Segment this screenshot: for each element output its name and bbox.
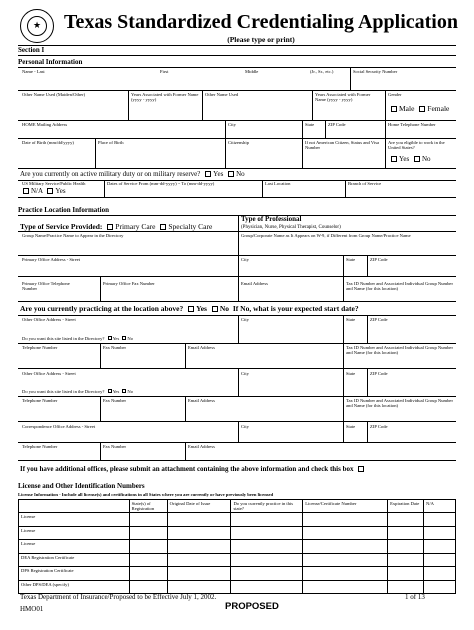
other-tax-id-label-2: Tax ID Number and Associated Individual Group Number and Name (for this location) [346, 398, 453, 409]
eligible-yes-checkbox[interactable] [391, 156, 397, 162]
correspondence-state-label: State [346, 424, 356, 429]
license-cell[interactable] [129, 513, 167, 527]
license-cell[interactable] [167, 526, 231, 540]
page-number: 1 of 13 [405, 593, 425, 601]
listed-yes-checkbox-2[interactable] [108, 389, 112, 393]
correspondence-fax-label: Fax Number [103, 444, 127, 449]
correspondence-address-label: Correspondence Office Address - Street [22, 424, 96, 429]
license-cell[interactable] [231, 553, 303, 567]
branch-label: Branch of Service [348, 181, 382, 186]
license-cell[interactable] [424, 513, 456, 527]
correspondence-phone-label: Telephone Number [22, 444, 58, 449]
primary-phone-label: Primary Office Telephone Number [22, 281, 70, 292]
practicing-yes-checkbox[interactable] [188, 306, 194, 312]
primary-zip-label: ZIP Code [370, 257, 388, 262]
license-cell[interactable] [424, 567, 456, 581]
military-service-label: US Military Service/Public Health [22, 181, 86, 186]
license-cell[interactable] [424, 553, 456, 567]
license-cell[interactable] [129, 526, 167, 540]
female-checkbox[interactable] [419, 106, 425, 112]
group-corporate-label: Group/Corporate Name as It Appears on W-9, if Different from Group Name/Practice Name [241, 233, 411, 238]
license-cell[interactable] [424, 526, 456, 540]
listed-question-1: Do you want this site listed in the Directory? Yes No [22, 336, 134, 341]
years-associated-label-2: Years Associated with Former Name (yyyy - yyyy) [315, 92, 371, 103]
footer-agency-text: Texas Department of Insurance/Proposed to be Effective July 1, 2002. [20, 593, 217, 601]
gender-options: Male Female [388, 104, 449, 113]
military-na-checkbox[interactable] [23, 188, 29, 194]
primary-tax-id-label: Tax ID Number and Associated Individual Group Number and Name (for this location) [346, 281, 453, 292]
correspondence-email-label: Email Address [188, 444, 215, 449]
primary-care-checkbox[interactable] [107, 224, 113, 230]
home-phone-label: Home Telephone Number [388, 122, 436, 127]
license-cell[interactable] [167, 567, 231, 581]
first-name-label: First [160, 69, 169, 74]
primary-fax-label: Primary Office Fax Number [103, 281, 155, 286]
correspondence-city-label: City [241, 424, 249, 429]
license-cell[interactable] [129, 580, 167, 594]
license-col-header: Original Date of Issue [167, 500, 231, 513]
other-phone-label-2: Telephone Number [22, 398, 58, 403]
license-cell[interactable] [303, 526, 388, 540]
texas-seal-logo: ★ [20, 9, 54, 43]
table-row [19, 553, 456, 567]
listed-question-2: Do you want this site listed in the Directory? Yes No [22, 389, 134, 394]
type-of-professional-label: Type of Professional [241, 215, 302, 223]
dates-of-service-label: Dates of Service From (mm-dd-yyyy) ~ To (mm-dd-yyyy) [107, 181, 215, 186]
license-cell[interactable] [424, 540, 456, 554]
listed-no-checkbox-1[interactable] [122, 336, 126, 340]
city-label: City [228, 122, 236, 127]
home-address-label: HOME Mailing Address [22, 122, 68, 127]
license-cell[interactable] [167, 513, 231, 527]
military-no-checkbox[interactable] [228, 171, 234, 177]
license-cell[interactable] [388, 580, 424, 594]
listed-yes-checkbox-1[interactable] [108, 336, 112, 340]
additional-offices-checkbox[interactable] [358, 466, 364, 472]
other-city-label-2: City [241, 371, 249, 376]
group-name-label: Group Name/Practice Name to Appear in the Directory [22, 233, 124, 238]
listed-no-checkbox-2[interactable] [122, 389, 126, 393]
personal-info-heading: Personal Information [18, 58, 83, 66]
primary-city-label: City [241, 257, 249, 262]
military-service-yes-checkbox[interactable] [47, 188, 53, 194]
license-row-label: License [19, 540, 130, 554]
eligible-work-label: Are you eligible to work in the United States? [388, 140, 445, 151]
eligible-no-checkbox[interactable] [414, 156, 420, 162]
license-col-header: N/A [424, 500, 456, 513]
practicing-no-checkbox[interactable] [212, 306, 218, 312]
primary-address-label: Primary Office Address - Street [22, 257, 81, 262]
license-cell[interactable] [167, 540, 231, 554]
license-cell[interactable] [388, 553, 424, 567]
license-cell[interactable] [388, 513, 424, 527]
other-email-label-2: Email Address [188, 398, 215, 403]
name-last-label: Name - Last [22, 69, 45, 74]
dob-label: Date of Birth (mm/dd/yyyy) [22, 140, 74, 145]
license-row-label: DPS Registration Certificate [19, 567, 130, 581]
last-location-label: Last Location [265, 181, 291, 186]
other-address-label-1: Other Office Address - Street [22, 317, 76, 322]
section-heading: Section I [18, 46, 45, 54]
license-cell[interactable] [231, 513, 303, 527]
other-phone-label-1: Telephone Number [22, 345, 58, 350]
military-question: Are you currently on active military duty or on military reserve? Yes No [20, 170, 245, 178]
license-cell[interactable] [231, 580, 303, 594]
table-row [19, 540, 456, 554]
years-associated-label: Years Associated with Former Name (yyyy - yyyy) [131, 92, 199, 103]
military-yes-checkbox[interactable] [205, 171, 211, 177]
other-fax-label-1: Fax Number [103, 345, 127, 350]
license-cell[interactable] [129, 553, 167, 567]
other-city-label-1: City [241, 317, 249, 322]
specialty-care-checkbox[interactable] [160, 224, 166, 230]
other-name-label-2: Other Name Used [205, 92, 239, 97]
license-cell[interactable] [303, 553, 388, 567]
license-cell[interactable] [303, 513, 388, 527]
primary-email-label: Email Address [241, 281, 268, 286]
primary-state-label: State [346, 257, 356, 262]
other-fax-label-2: Fax Number [103, 398, 127, 403]
table-row [19, 580, 456, 594]
table-row [19, 526, 456, 540]
other-address-label-2: Other Office Address - Street [22, 371, 76, 376]
form-id: HMO01 [20, 605, 44, 613]
license-col-header: Do you currently practice in this state? [231, 500, 303, 513]
license-row-label: Other DPS/DEA (specify) [19, 580, 130, 594]
correspondence-zip-label: ZIP Code [370, 424, 388, 429]
visa-status-label: If not American Citizen, Status and Visa Number [305, 140, 380, 151]
zip-label: ZIP Code [328, 122, 346, 127]
license-cell[interactable] [303, 540, 388, 554]
state-label: State [305, 122, 315, 127]
license-cell[interactable] [388, 540, 424, 554]
license-cell[interactable] [231, 567, 303, 581]
citizenship-label: Citizenship [228, 140, 249, 145]
type-of-professional-sub: (Physician, Nurse, Physical Therapist, Counselor) [241, 225, 341, 230]
license-cell[interactable] [167, 580, 231, 594]
form-subtitle: (Please type or print) [227, 35, 295, 44]
license-cell[interactable] [231, 540, 303, 554]
other-tax-id-label-1: Tax ID Number and Associated Individual Group Number and Name (for this location) [346, 345, 453, 356]
male-checkbox[interactable] [391, 106, 397, 112]
license-col-header: Expiration Date [388, 500, 424, 513]
table-row [19, 567, 456, 581]
license-row-label: License [19, 513, 130, 527]
currently-practicing-question: Are you currently practicing at the location above? Yes No If No, what is your expected start date? [20, 304, 359, 313]
license-col-header: License/Certificate Number [303, 500, 388, 513]
form-title: Texas Standardized Credentialing Application [64, 11, 458, 33]
license-col-header [19, 500, 130, 513]
license-cell[interactable] [388, 526, 424, 540]
license-row-label: License [19, 526, 130, 540]
other-state-label-2: State [346, 371, 356, 376]
license-cell[interactable] [129, 567, 167, 581]
license-col-header: State(s) of Registration [129, 500, 167, 513]
license-table-header [19, 500, 456, 513]
other-zip-label-2: ZIP Code [370, 371, 388, 376]
license-heading: License and Other Identification Numbers [18, 482, 145, 490]
eligible-options: Yes No [388, 155, 431, 164]
military-na-options: N/A Yes [20, 187, 66, 196]
practice-location-heading: Practice Location Information [18, 206, 109, 214]
license-cell[interactable] [303, 567, 388, 581]
additional-offices-note: If you have additional offices, please submit an attachment containing the above information and check this box [20, 465, 366, 474]
other-zip-label-1: ZIP Code [370, 317, 388, 322]
license-cell[interactable] [424, 580, 456, 594]
type-of-service: Type of Service Provided: Primary Care Specialty Care [20, 222, 213, 231]
license-cell[interactable] [167, 553, 231, 567]
license-subheading: License Information - Include all license(s) and certifications in all States where you are currently or have previously been licensed [18, 492, 274, 497]
other-email-label-1: Email Address [188, 345, 215, 350]
other-name-label: Other Name Used (Maiden/Other) [22, 92, 86, 97]
other-state-label-1: State [346, 317, 356, 322]
license-cell[interactable] [388, 567, 424, 581]
place-of-birth-label: Place of Birth [98, 140, 124, 145]
license-table [18, 499, 456, 594]
license-row-label: DEA Registration Certificate [19, 553, 130, 567]
suffix-label: (Jr., Sr., etc.) [310, 69, 334, 74]
gender-label: Gender [388, 92, 402, 97]
license-cell[interactable] [129, 540, 167, 554]
proposed-stamp: PROPOSED [225, 601, 279, 612]
table-row [19, 513, 456, 527]
ssn-label: Social Security Number [353, 69, 398, 74]
license-cell[interactable] [303, 580, 388, 594]
license-cell[interactable] [231, 526, 303, 540]
middle-name-label: Middle [245, 69, 259, 74]
